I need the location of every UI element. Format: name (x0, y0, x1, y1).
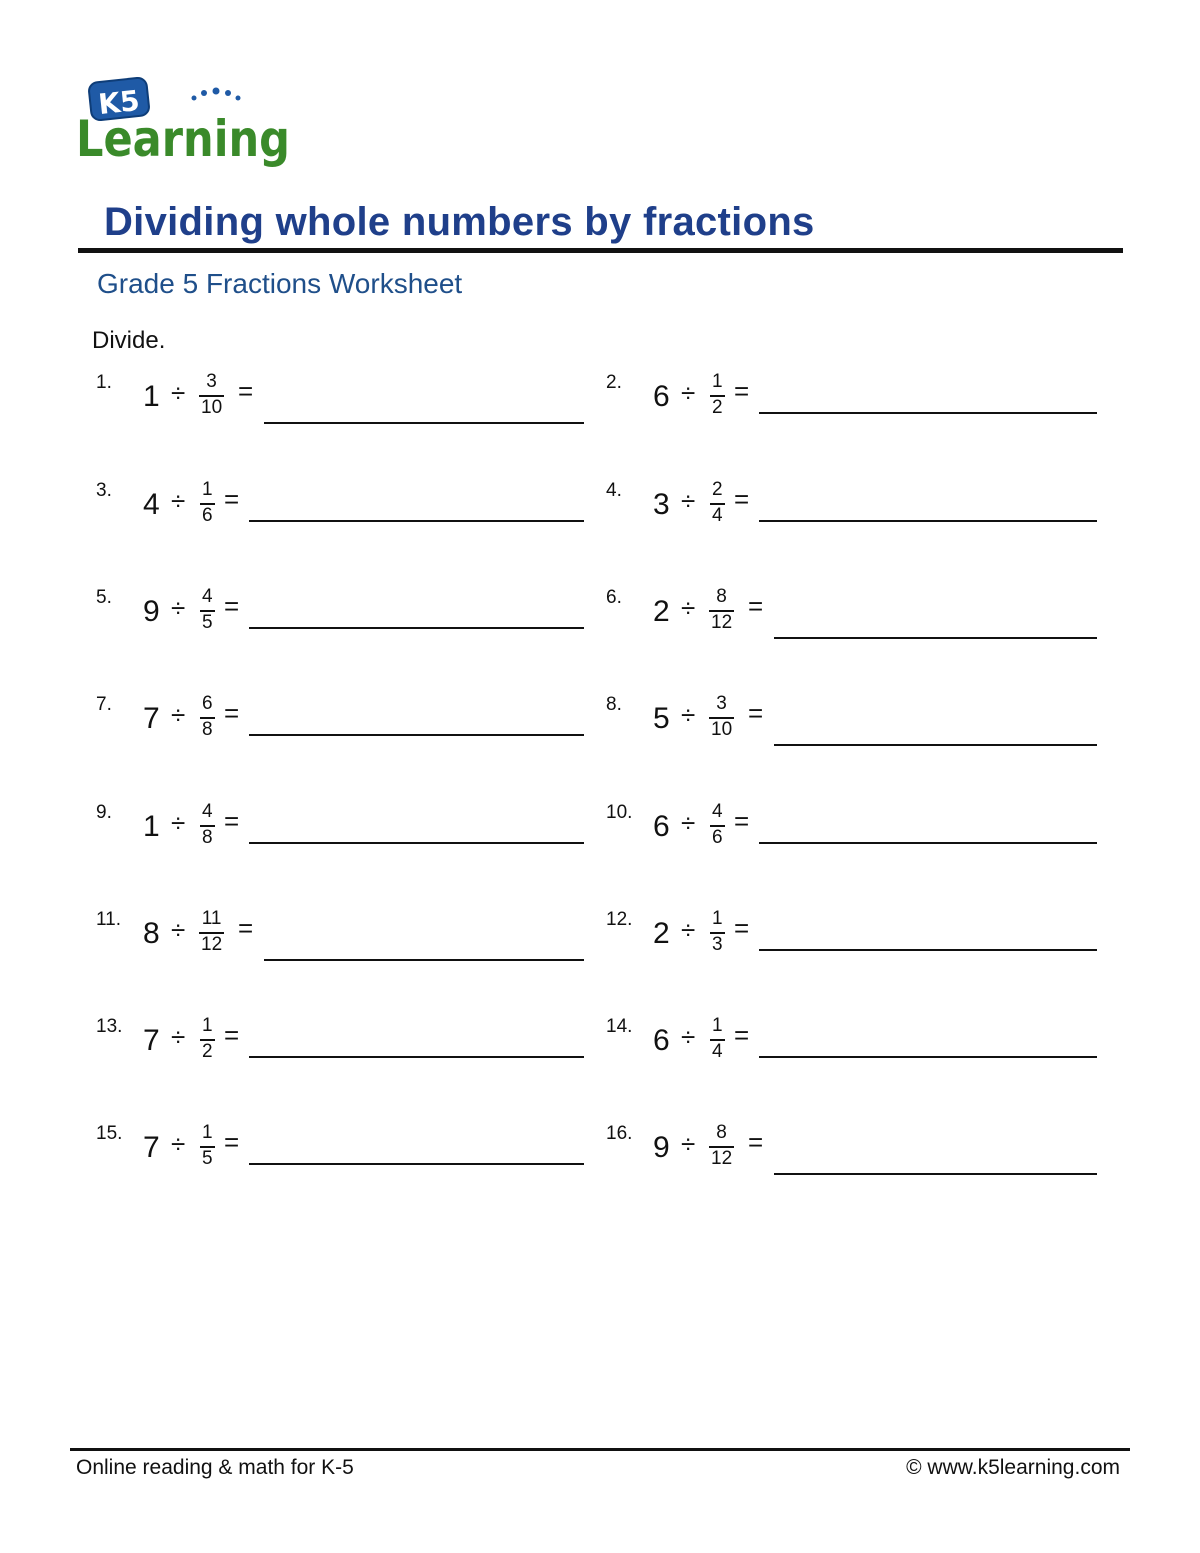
answer-line[interactable] (774, 637, 1097, 639)
whole-number: 6 (653, 810, 670, 843)
logo-wordmark: Learning (76, 110, 290, 168)
answer-line[interactable] (264, 959, 584, 961)
equals-sign: = (224, 484, 240, 514)
equals-sign: = (734, 913, 750, 943)
fraction (200, 694, 215, 740)
equals-sign: = (224, 698, 240, 728)
fraction-numerator: 1 (712, 908, 723, 929)
whole-number: 3 (653, 488, 670, 521)
equals-sign: = (224, 1020, 240, 1050)
fraction-numerator: 4 (202, 586, 213, 607)
fraction (199, 909, 224, 955)
fraction (710, 802, 725, 848)
equals-sign: = (748, 1127, 764, 1157)
division-sign: ÷ (171, 700, 186, 730)
problem-item (96, 372, 584, 442)
fraction-denominator: 8 (202, 827, 213, 848)
fraction (710, 372, 725, 418)
division-sign: ÷ (171, 593, 186, 623)
fraction-numerator: 3 (206, 371, 217, 392)
whole-number: 5 (653, 702, 670, 735)
problem-item (96, 802, 584, 872)
problem-number: 13. (96, 1016, 123, 1037)
answer-line[interactable] (759, 1056, 1097, 1058)
answer-line[interactable] (249, 627, 584, 629)
whole-number: 2 (653, 595, 670, 628)
fraction (710, 1016, 725, 1062)
fraction-denominator: 4 (712, 505, 723, 526)
fraction (200, 802, 215, 848)
fraction-denominator: 12 (201, 934, 223, 955)
fraction-denominator: 12 (711, 1148, 733, 1169)
problem-number: 2. (606, 372, 622, 393)
answer-line[interactable] (759, 842, 1097, 844)
fraction-numerator: 1 (712, 371, 723, 392)
problem-item (606, 587, 1097, 657)
problem-number: 8. (606, 694, 622, 715)
whole-number: 1 (143, 810, 160, 843)
equals-sign: = (734, 1020, 750, 1050)
whole-number: 7 (143, 1024, 160, 1057)
whole-number: 2 (653, 917, 670, 950)
logo-stars-icon (192, 88, 241, 101)
fraction (709, 587, 734, 633)
whole-number: 9 (653, 1131, 670, 1164)
answer-line[interactable] (264, 422, 584, 424)
whole-number: 7 (143, 702, 160, 735)
fraction-denominator: 2 (712, 397, 723, 418)
fraction (709, 1123, 734, 1169)
fraction-numerator: 8 (716, 586, 727, 607)
problem-item (606, 694, 1097, 764)
footer-tagline: Online reading & math for K-5 (76, 1456, 354, 1479)
division-sign: ÷ (681, 700, 696, 730)
answer-line[interactable] (249, 1056, 584, 1058)
fraction-denominator: 12 (711, 612, 733, 633)
fraction (709, 694, 734, 740)
whole-number: 6 (653, 380, 670, 413)
fraction-numerator: 4 (712, 801, 723, 822)
answer-line[interactable] (759, 949, 1097, 951)
equals-sign: = (224, 591, 240, 621)
fraction (200, 480, 215, 526)
k5-learning-logo (76, 76, 292, 172)
problem-number: 1. (96, 372, 112, 393)
answer-line[interactable] (249, 520, 584, 522)
fraction (200, 1016, 215, 1062)
whole-number: 7 (143, 1131, 160, 1164)
page-title: Dividing whole numbers by fractions (104, 200, 815, 244)
fraction-denominator: 4 (712, 1041, 723, 1062)
fraction-numerator: 1 (712, 1015, 723, 1036)
answer-line[interactable] (249, 734, 584, 736)
fraction-denominator: 8 (202, 719, 213, 740)
whole-number: 1 (143, 380, 160, 413)
division-sign: ÷ (171, 915, 186, 945)
division-sign: ÷ (681, 915, 696, 945)
worksheet-subtitle: Grade 5 Fractions Worksheet (97, 268, 463, 299)
fraction-numerator: 1 (202, 1122, 213, 1143)
problem-number: 3. (96, 480, 112, 501)
fraction-denominator: 5 (202, 612, 213, 633)
answer-line[interactable] (249, 1163, 584, 1165)
fraction (200, 587, 215, 633)
problem-number: 5. (96, 587, 112, 608)
problem-item (96, 480, 584, 550)
footer-rule (70, 1448, 1130, 1451)
answer-line[interactable] (774, 744, 1097, 746)
answer-line[interactable] (774, 1173, 1097, 1175)
logo-badge-text: K5 (96, 83, 142, 122)
problem-number: 16. (606, 1123, 633, 1144)
equals-sign: = (734, 376, 750, 406)
division-sign: ÷ (681, 486, 696, 516)
whole-number: 8 (143, 917, 160, 950)
division-sign: ÷ (681, 378, 696, 408)
problem-item (606, 1123, 1097, 1193)
equals-sign: = (238, 913, 254, 943)
problem-number: 12. (606, 909, 633, 930)
problem-item (96, 909, 584, 979)
fraction-denominator: 5 (202, 1148, 213, 1169)
division-sign: ÷ (171, 1129, 186, 1159)
fraction-denominator: 6 (202, 505, 213, 526)
fraction-numerator: 1 (202, 1015, 213, 1036)
problem-number: 10. (606, 802, 633, 823)
fraction-denominator: 3 (712, 934, 723, 955)
answer-line[interactable] (759, 412, 1097, 414)
fraction-numerator: 2 (712, 479, 723, 500)
problem-item (606, 909, 1097, 979)
problem-number: 11. (96, 909, 122, 930)
problem-item (606, 1016, 1097, 1086)
title-rule (78, 248, 1123, 253)
fraction-numerator: 1 (202, 479, 213, 500)
fraction (710, 909, 725, 955)
answer-line[interactable] (249, 842, 584, 844)
equals-sign: = (748, 698, 764, 728)
fraction (710, 480, 725, 526)
problem-number: 6. (606, 587, 622, 608)
fraction-denominator: 6 (712, 827, 723, 848)
division-sign: ÷ (681, 593, 696, 623)
fraction (199, 372, 224, 418)
fraction-numerator: 3 (716, 693, 727, 714)
problem-number: 7. (96, 694, 112, 715)
whole-number: 9 (143, 595, 160, 628)
problem-number: 9. (96, 802, 112, 823)
equals-sign: = (734, 484, 750, 514)
problem-number: 14. (606, 1016, 633, 1037)
equals-sign: = (748, 591, 764, 621)
division-sign: ÷ (171, 378, 186, 408)
problem-item (96, 1123, 584, 1193)
whole-number: 6 (653, 1024, 670, 1057)
footer-copyright: © www.k5learning.com (906, 1456, 1120, 1479)
problem-item (606, 372, 1097, 442)
fraction-numerator: 11 (201, 908, 222, 929)
problem-item (606, 480, 1097, 550)
equals-sign: = (734, 806, 750, 836)
problem-item (96, 1016, 584, 1086)
problem-item (606, 802, 1097, 872)
fraction-numerator: 6 (202, 693, 213, 714)
equals-sign: = (224, 1127, 240, 1157)
division-sign: ÷ (171, 486, 186, 516)
fraction-numerator: 8 (716, 1122, 727, 1143)
fraction-denominator: 10 (711, 719, 733, 740)
division-sign: ÷ (171, 808, 186, 838)
problem-item (96, 694, 584, 764)
equals-sign: = (224, 806, 240, 836)
problem-number: 15. (96, 1123, 123, 1144)
problem-item (96, 587, 584, 657)
fraction (200, 1123, 215, 1169)
answer-line[interactable] (759, 520, 1097, 522)
fraction-denominator: 2 (202, 1041, 213, 1062)
fraction-denominator: 10 (201, 397, 223, 418)
division-sign: ÷ (681, 1022, 696, 1052)
fraction-numerator: 4 (202, 801, 213, 822)
division-sign: ÷ (171, 1022, 186, 1052)
whole-number: 4 (143, 488, 160, 521)
instruction-text: Divide. (92, 327, 166, 354)
problem-number: 4. (606, 480, 622, 501)
division-sign: ÷ (681, 808, 696, 838)
equals-sign: = (238, 376, 254, 406)
division-sign: ÷ (681, 1129, 696, 1159)
